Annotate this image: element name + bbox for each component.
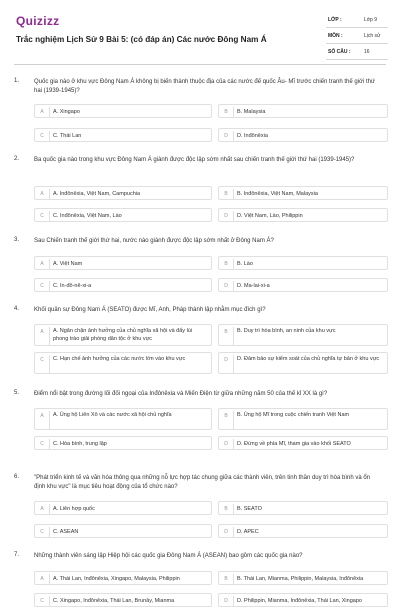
option-text: D. Inđônêxia [237,133,268,139]
option-divider [49,574,50,584]
option-divider [233,131,234,141]
option-text: D. Philippin, Mianma, Inđônêxia, Thái Lan, Xingapo [237,598,362,604]
option-d[interactable] [218,278,388,292]
meta-value: Lịch sử [364,33,381,39]
meta-value: 16 [364,49,370,55]
option-b[interactable] [218,408,388,430]
option-text: A. Xingapo [53,109,80,115]
option-d[interactable] [218,593,388,607]
option-text: B. Ủng hộ Mĩ trong cuộc chiến tranh Việt Nam [237,412,350,418]
option-a[interactable] [34,501,212,515]
option-c[interactable] [34,352,212,374]
option-letter: C [40,133,44,139]
option-text: C. In-đô-nê-xi-a [53,283,92,289]
option-divider [233,107,234,117]
option-divider [49,281,50,291]
page-title: Trắc nghiệm Lịch Sử 9 Bài 5: (có đáp án) Các nước Đông Nam Á [16,35,267,44]
option-a[interactable] [34,186,212,200]
option-divider [233,189,234,199]
option-letter: D [224,283,228,289]
option-letter: C [40,441,44,447]
meta-row-subject [326,28,388,44]
option-letter: B [224,506,228,512]
question-text: Điểm nổi bật trong đường lối đối ngoại của Inđônêxia và Miến Điện từ giữa những năm 50 của thế kỉ XX là gì? [34,391,328,397]
question-number: 4. [14,306,20,312]
option-letter: A [40,191,44,197]
option-d[interactable] [218,524,388,538]
option-d[interactable] [218,352,388,374]
option-text: D. Đảm bảo sự kiểm soát của chủ nghĩa tự bản ở khu vực [237,356,380,362]
option-text: B. Lào [237,261,253,267]
option-d[interactable] [218,208,388,222]
meta-key: MÔN : [328,33,343,39]
option-text: B. Thái Lan, Mianma, Philippin, Malaysia, Inđônêxia [237,576,364,582]
question-text: "Phát triển kinh tế và văn hóa thông qua những nỗ lực hợp tác chung giữa các thành viên, trên tinh thần duy trì hòa bình và ổn định khu vực" là mục tiêu hoạt động của tổ chức nào? [34,475,371,490]
option-text: B. Inđônêxia, Việt Nam, Malaysia [237,191,318,197]
option-divider [233,527,234,537]
question-text: Khối quân sự Đông Nam Á (SEATO) được Mĩ, Anh, Pháp thành lập nhằm mục đích gì? [34,307,266,313]
option-letter: D [224,357,228,363]
option-c[interactable] [34,128,212,142]
option-text: C. Hạn chế ảnh hưởng của các nước lớn vào khu vực [53,356,186,362]
option-b[interactable] [218,501,388,515]
option-letter: A [40,261,44,267]
option-text: D. Đứng về phía Mĩ, tham gia vào khối SEATO [237,441,351,447]
option-letter: D [224,213,228,219]
option-letter: B [224,261,228,267]
quizizz-logo: Quizizz [16,14,60,28]
option-letter: D [224,133,228,139]
option-divider [49,131,50,141]
option-letter: C [40,598,44,604]
option-text: A. Ngăn chặn ảnh hưởng của chủ nghĩa xã hội và đẩy lùi phong trào giải phóng dân tộc ở khu vực [53,328,193,342]
meta-value: Lớp 9 [364,17,378,23]
option-letter: D [224,598,228,604]
option-divider [49,355,50,373]
option-b[interactable] [218,104,388,118]
option-letter: A [40,576,44,582]
question-text: Quốc gia nào ở khu vực Đông Nam Á không bị biến thành thuộc địa của các nước đế quốc Âu- Mĩ trước chiến tranh thế giới thứ hai (1939-1945)? [34,79,375,94]
option-divider [49,504,50,514]
option-text: B. Duy trì hòa bình, an ninh của khu vực [237,328,336,334]
option-c[interactable] [34,593,212,607]
meta-key: LỚP : [328,17,342,23]
option-letter: A [40,413,44,419]
option-letter: C [40,357,44,363]
option-divider [233,411,234,429]
worksheet-header [14,10,386,62]
option-b[interactable] [218,324,388,346]
option-text: C. Thái Lan [53,133,82,139]
question-number: 7. [14,552,20,558]
option-divider [233,504,234,514]
option-text: A. Ủng hộ Liên Xô và các nước xã hội chủ nghĩa [53,412,172,418]
option-divider [233,574,234,584]
option-c[interactable] [34,208,212,222]
question-number: 1. [14,78,20,84]
meta-row-grade [326,12,388,28]
option-divider [49,189,50,199]
meta-table [326,12,388,60]
option-text: A. Inđônêxia, Việt Nam, Campuchia [53,191,141,197]
question-text: Ba quốc gia nào trong khu vực Đông Nam Á giành được độc lập sớm nhất sau chiến tranh thế giới thứ hai (1939-1945)? [34,157,355,163]
option-text: C. Xingapo, Inđônêxia, Thái Lan, Brunây, Mianma [53,598,175,604]
option-d[interactable] [218,128,388,142]
option-divider [49,259,50,269]
question-number: 5. [14,390,20,396]
question-text: Sau Chiến tranh thế giới thứ hai, nước nào giành được độc lập sớm nhất ở Đông Nam Á? [34,238,274,244]
option-text: C. Inđônêxia, Việt Nam, Lào [53,213,122,219]
option-letter: D [224,529,228,535]
option-text: A. Liên hợp quốc [53,506,95,512]
option-divider [49,327,50,345]
meta-row-count [326,44,388,60]
option-c[interactable] [34,524,212,538]
option-letter: B [224,413,228,419]
question-number: 2. [14,156,20,162]
option-text: D. APEC [237,529,259,535]
option-letter: C [40,529,44,535]
option-b[interactable] [218,256,388,270]
option-divider [49,439,50,449]
option-divider [233,327,234,345]
option-divider [49,596,50,606]
meta-key: SỐ CÂU : [328,49,351,55]
option-divider [233,439,234,449]
option-b[interactable] [218,571,388,585]
option-letter: C [40,213,44,219]
option-text: B. SEATO [237,506,262,512]
option-divider [233,281,234,291]
option-divider [49,211,50,221]
option-letter: B [224,191,228,197]
option-divider [233,355,234,373]
option-c[interactable] [34,278,212,292]
option-a[interactable] [34,324,212,346]
option-letter: B [224,109,228,115]
option-c[interactable] [34,436,212,450]
option-divider [233,211,234,221]
option-text: C. Hòa bình, trung lập [53,441,107,447]
option-a[interactable] [34,571,212,585]
option-text: C. ASEAN [53,529,79,535]
option-letter: C [40,283,44,289]
question-number: 6. [14,474,20,480]
question-text: Những thành viên sáng lập Hiệp hội các quốc gia Đông Nam Á (ASEAN) bao gồm các quốc gia nào? [34,553,303,559]
option-letter: A [40,329,44,335]
option-text: D. Việt Nam, Lào, Philippin [237,213,303,219]
option-letter: B [224,576,228,582]
option-b[interactable] [218,186,388,200]
option-d[interactable] [218,436,388,450]
option-a[interactable] [34,408,212,430]
option-letter: A [40,506,44,512]
header-divider [14,64,386,65]
option-a[interactable] [34,256,212,270]
option-letter: D [224,441,228,447]
option-letter: A [40,109,44,115]
option-letter: B [224,329,228,335]
option-text: B. Malaysia [237,109,266,115]
option-text: D. Ma-lai-xi-a [237,283,270,289]
option-a[interactable] [34,104,212,118]
question-number: 3. [14,237,20,243]
option-divider [49,527,50,537]
option-text: A. Thái Lan, Inđônêxia, Xingapo, Malaysia, Philippin [53,576,180,582]
option-divider [49,107,50,117]
option-divider [49,411,50,429]
option-divider [233,259,234,269]
option-text: A. Việt Nam [53,261,83,267]
option-divider [233,596,234,606]
